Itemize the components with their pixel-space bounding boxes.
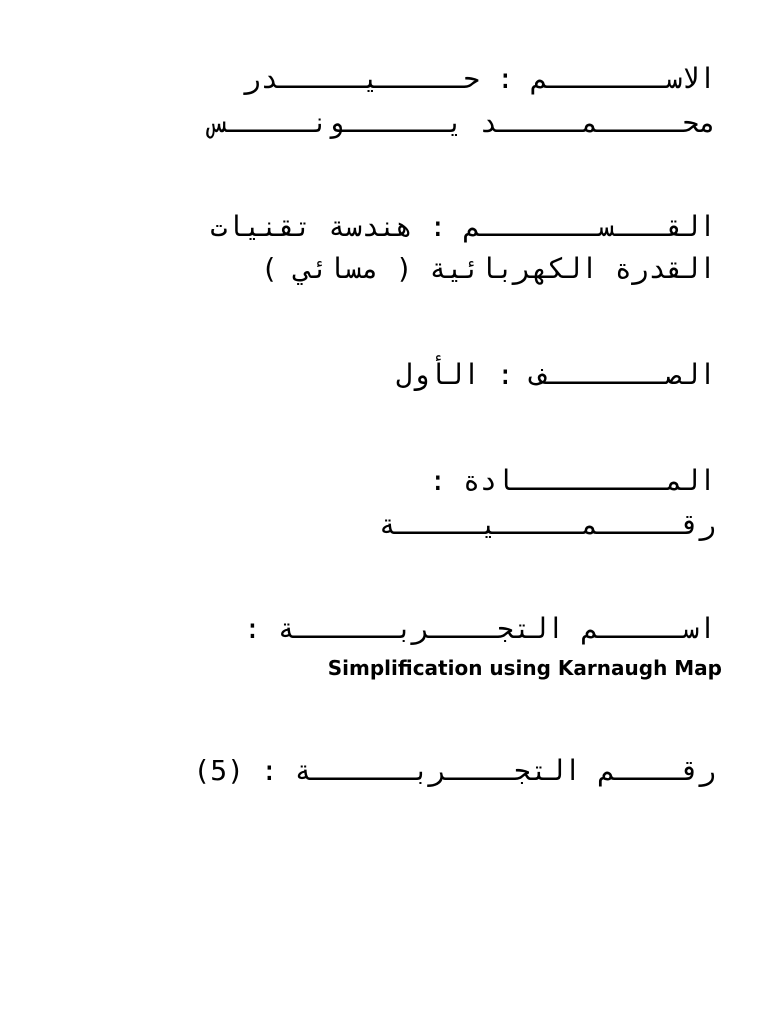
name-line: الاســـــــم : حـــــيـــــدر xyxy=(243,62,716,95)
subject-line: المـــــــــادة : xyxy=(429,464,716,497)
department-line: القـــســـــــم : هندسة تقنيات xyxy=(210,210,716,243)
grade-line: الصـــــــف : الأول xyxy=(395,358,716,391)
name-continued-line: محـــــمـــــد يــــــونـــــس xyxy=(210,106,716,139)
subject-continued-line: رقـــــمـــــيـــــة xyxy=(378,508,716,541)
experiment-number-line: رقــــم التجــــربــــــة : (5) xyxy=(193,754,716,787)
experiment-name-line: اســـــم التجــــربــــــة : xyxy=(243,612,716,645)
experiment-title: Simplification using Karnaugh Map xyxy=(327,656,722,680)
department-continued-line: القدرة الكهربائية ( مسائي ) xyxy=(260,252,716,285)
